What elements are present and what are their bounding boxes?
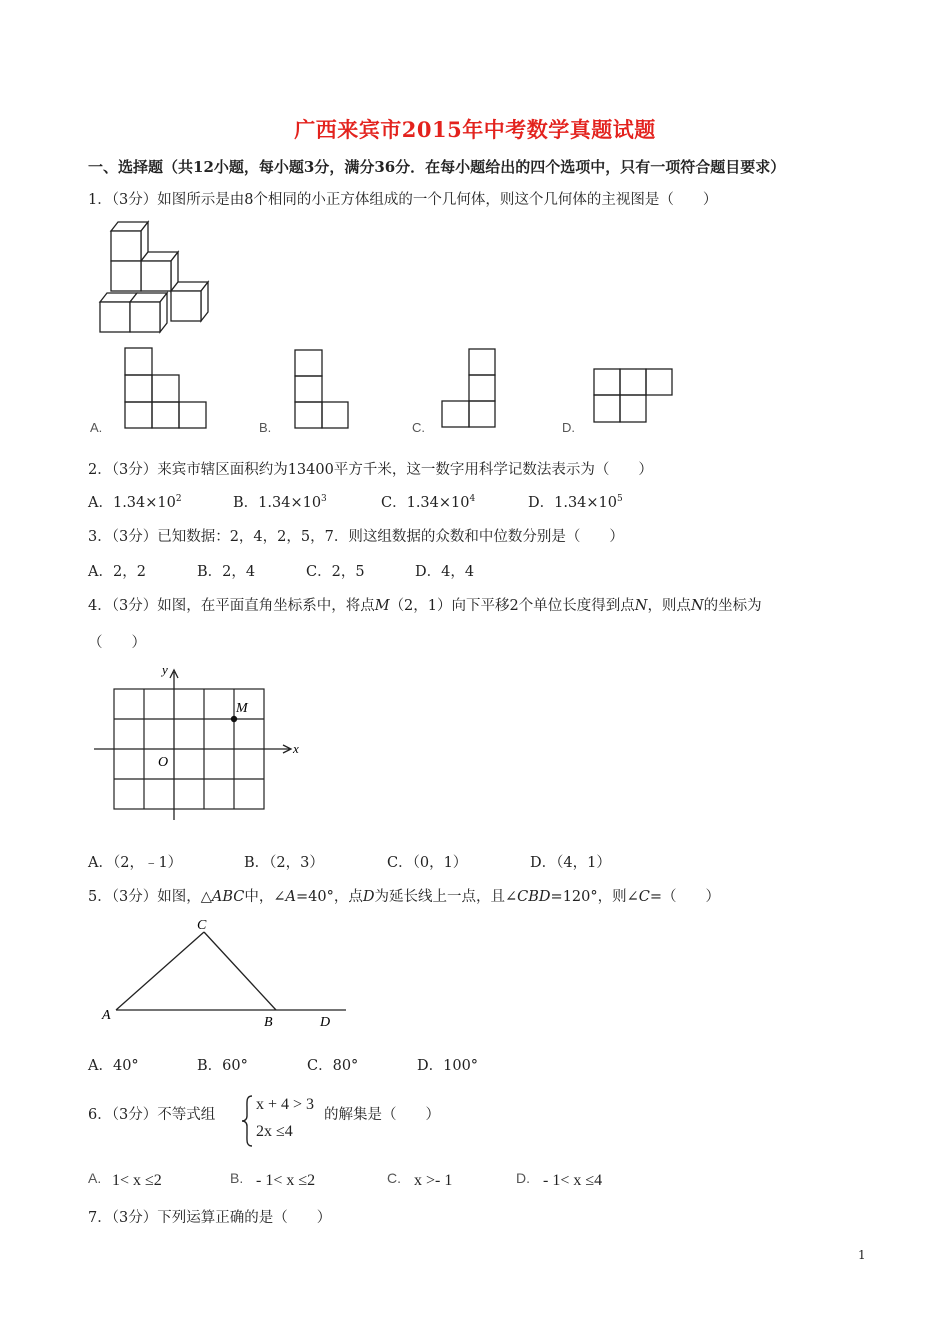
point-m [231,716,237,722]
q5-option-a[interactable]: A．40° [88,1058,139,1074]
cube-front-face [111,231,141,261]
q3-option-a[interactable]: A．2，2 [88,564,146,580]
q2-option-a[interactable]: A．$1.34\times 10^2$ [88,494,182,511]
question-6-stem: 6．（3分）不等式组 [88,1107,216,1123]
q6-option-d-value[interactable]: - 1< x ≤4 [543,1172,603,1189]
q1-option-d-label[interactable]: D. [562,420,575,435]
q6-option-b-value[interactable]: - 1< x ≤2 [256,1172,316,1189]
q4-option-d[interactable]: D．（4，1） [530,855,611,871]
section-heading: 一、选择题（共12小题，每小题3分，满分36分．在每小题给出的四个选项中，只有一项符合题目要求） [88,158,786,176]
q1-option-c-label[interactable]: C. [412,420,425,435]
question-4-stem: 4．（3分）如图，在平面直角坐标系中，将点M（2，1）向下平移2个单位长度得到点N，则点N的坐标为 [88,598,762,614]
origin-label: O [158,755,169,770]
question-5-stem: 5．（3分）如图，△ABC中，∠A=40°，点D为延长线上一点，且∠CBD=120°，则∠C=（ ） [88,889,721,905]
question-7-stem: 7．（3分）下列运算正确的是（ ） [88,1210,332,1226]
q5-triangle-figure [98,912,358,1030]
vertex-a-label: A [102,1008,111,1023]
q6-option-a-value[interactable]: 1< x ≤2 [112,1172,162,1189]
q1-option-a-label[interactable]: A. [90,420,103,435]
point-d-label: D [320,1015,331,1030]
q1-option-a-figure[interactable] [124,347,208,429]
q1-option-b-figure[interactable] [294,349,350,431]
q1-option-c-figure[interactable] [441,348,497,430]
question-1-stem: 1．（3分）如图所示是由8个相同的小正方体组成的一个几何体，则这个几何体的主视图是（ ） [88,192,718,208]
q6-inequality-2: 2x ≤4 [256,1123,293,1140]
q1-solid-figure [98,218,218,334]
q6-inequality-1: x + 4 > 3 [256,1096,315,1113]
q2-option-c[interactable]: C．$1.34\times 10^4$ [381,494,476,511]
side-ac [116,932,204,1010]
q3-option-c[interactable]: C．2，5 [306,564,365,580]
q6-option-a-label[interactable]: A. [88,1170,102,1186]
q6-option-b-label[interactable]: B. [230,1170,244,1186]
q3-option-b[interactable]: B．2，4 [197,564,256,580]
q4-option-a[interactable]: A．（2，﹣1） [88,855,183,871]
vertex-c-label: C [197,918,207,933]
q1-option-b-label[interactable]: B. [259,420,272,435]
question-2-stem: 2．（3分）来宾市辖区面积约为13400平方千米，这一数字用科学记数法表示为（ ） [88,462,653,478]
q3-option-d[interactable]: D．4，4 [415,564,475,580]
question-4-paren: （ ） [88,635,146,651]
question-6-stem-end: 的解集是（ ） [324,1107,440,1123]
x-axis-label: x [293,741,299,756]
q1-option-d-figure[interactable] [593,368,675,424]
q5-option-b[interactable]: B．60° [197,1058,248,1074]
page-number: 1 [858,1248,866,1262]
q5-option-c[interactable]: C．80° [307,1058,359,1074]
question-3-stem: 3．（3分）已知数据：2，4，2，5，7．则这组数据的众数和中位数分别是（ ） [88,529,624,545]
q6-option-c-label[interactable]: C. [387,1170,401,1186]
q6-option-d-label[interactable]: D. [516,1170,530,1186]
q4-coordinate-grid [88,660,308,824]
brace-icon [240,1094,254,1148]
side-cb [204,932,276,1010]
q2-option-b[interactable]: B．$1.34\times 10^3$ [233,494,327,511]
vertex-b-label: B [264,1015,273,1030]
q4-option-c[interactable]: C．（0，1） [387,855,468,871]
point-m-label: M [236,701,248,716]
page-title: 广西来宾市2015年中考数学真题试题 [294,117,656,142]
q2-option-d[interactable]: D．$1.34\times 10^5$ [528,494,623,511]
q5-option-d[interactable]: D．100° [417,1058,479,1074]
q4-option-b[interactable]: B．（2，3） [244,855,324,871]
q6-option-c-value[interactable]: x >- 1 [414,1172,453,1189]
y-axis-label: y [162,662,168,677]
